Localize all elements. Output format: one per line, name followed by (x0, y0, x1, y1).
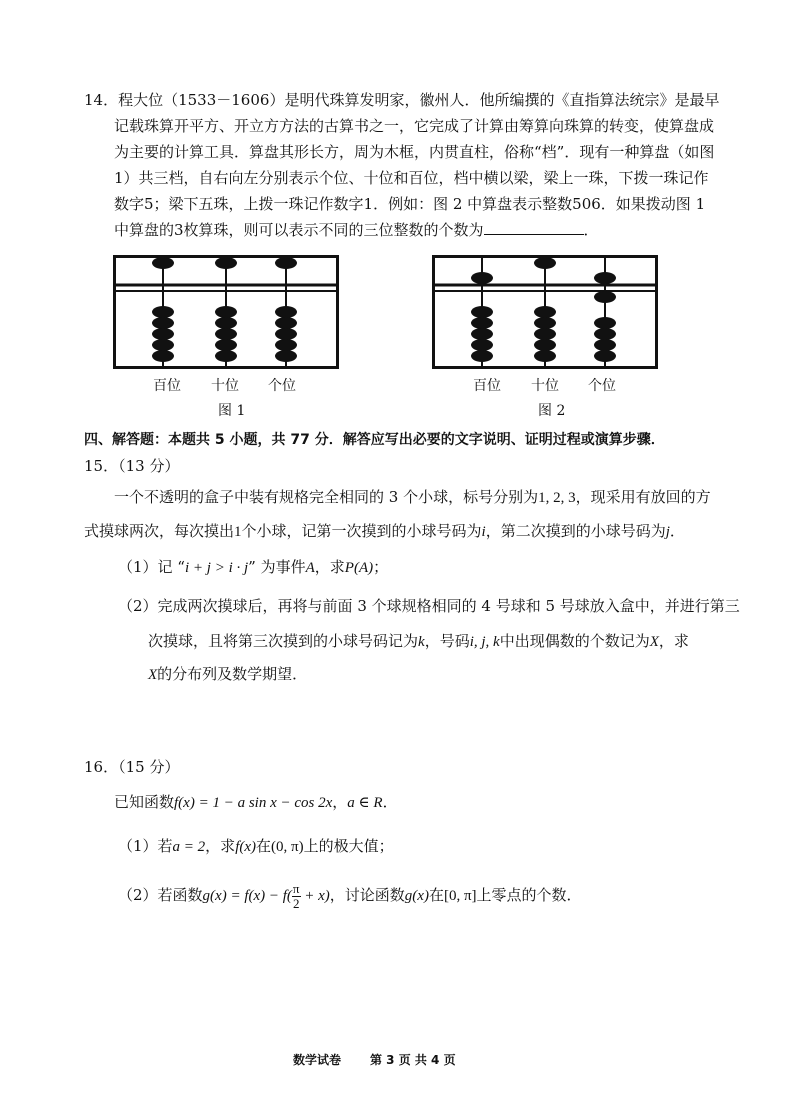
fraction-pi-over-2: $\frac{\pi}{2}$ (292, 880, 300, 911)
q16-part-1: （1）若a = 2，求f(x)在(0, π)上的极大值； (118, 837, 394, 855)
lower-bead-hundreds (471, 306, 493, 318)
lower-bead-ones (275, 350, 297, 362)
lower-bead-ones (275, 328, 297, 340)
lower-bead-hundreds (152, 350, 174, 362)
q16-part-2: （2）若函数g(x) = f(x) − f( $\frac{\pi}{2}$ + x)，讨论函数g(x)在[0, π]上零点的个数． (118, 880, 582, 911)
lower-bead-tens (534, 350, 556, 362)
fig2-label-tens: 十位 (531, 378, 559, 394)
q14-line-6: 中算盘的3枚算珠，则可以表示不同的三位整数的个数为 ． (114, 221, 599, 239)
q14-line-1: 14．程大位（1533－1606）是明代珠算发明家，徽州人．他所编撰的《直指算法统宗》是最早 (84, 91, 720, 109)
section-4-heading: 四、解答题：本题共 5 小题，共 77 分．解答应写出必要的文字说明、证明过程或演算步骤． (84, 432, 665, 448)
q15-part-2-line-3: X的分布列及数学期望． (148, 665, 308, 683)
lower-bead-hundreds (152, 339, 174, 351)
lower-bead-tens (215, 306, 237, 318)
lower-bead-ones (594, 291, 616, 303)
lower-bead-hundreds (152, 317, 174, 329)
footer-subject: 数学试卷 (293, 1053, 342, 1067)
q15-intro-line-1: 一个不透明的盒子中装有规格完全相同的 3 个小球，标号分别为1, 2, 3，现采用有放回的方 (114, 488, 711, 506)
answer-blank[interactable] (484, 220, 584, 235)
lower-bead-hundreds (152, 306, 174, 318)
upper-bead-ones (594, 272, 616, 284)
upper-bead-tens (534, 257, 556, 269)
fig2-caption: 图 2 (538, 403, 566, 419)
lower-bead-tens (534, 328, 556, 340)
lower-bead-tens (215, 317, 237, 329)
lower-bead-hundreds (471, 317, 493, 329)
lower-bead-hundreds (471, 328, 493, 340)
q14-line-2: 记载珠算开平方、开立方方法的古算书之一，它完成了计算由筹算向珠算的转变，使算盘成 (114, 117, 715, 135)
abacus-figure-2 (431, 254, 661, 372)
upper-bead-hundreds (471, 272, 493, 284)
footer-page: 第 3 页 共 4 页 (370, 1053, 456, 1067)
lower-bead-hundreds (471, 339, 493, 351)
fig1-label-ones: 个位 (268, 378, 296, 394)
lower-bead-tens (534, 339, 556, 351)
lower-bead-hundreds (152, 328, 174, 340)
lower-bead-ones (594, 317, 616, 329)
fig1-label-tens: 十位 (211, 378, 239, 394)
lower-bead-ones (275, 339, 297, 351)
lower-bead-ones (275, 306, 297, 318)
lower-bead-ones (275, 317, 297, 329)
q15-part-1: （1）记 “i + j > i · j” 为事件A，求P(A)； (118, 558, 389, 576)
lower-bead-hundreds (471, 350, 493, 362)
q14-number: 14． (84, 91, 119, 109)
q15-intro-line-2: 式摸球两次，每次摸出1个小球，记第一次摸到的小球号码为i，第二次摸到的小球号码为j． (84, 522, 685, 540)
lower-bead-tens (215, 350, 237, 362)
upper-bead-tens (215, 257, 237, 269)
lower-bead-tens (215, 328, 237, 340)
q16-intro: 已知函数f(x) = 1 − a sin x − cos 2x，a ∈ R． (114, 793, 398, 811)
lower-bead-ones (594, 339, 616, 351)
q15-header: 15．（13 分） (84, 457, 180, 475)
q14-line-5: 数字5；梁下五珠，上拨一珠记作数字1．例如：图 2 中算盘表示整数506．如果拨动图 1 (114, 195, 706, 213)
q15-part-2-line-1: （2）完成两次摸球后，再将与前面 3 个球规格相同的 4 号球和 5 号球放入盒中，并进行第三 (118, 597, 740, 615)
lower-bead-ones (594, 350, 616, 362)
upper-bead-ones (275, 257, 297, 269)
fig2-label-ones: 个位 (588, 378, 616, 394)
q14-line-3: 为主要的计算工具．算盘其形长方，周为木框，内贯直柱，俗称“档”．现有一种算盘（如图 (114, 143, 715, 161)
lower-bead-tens (534, 317, 556, 329)
q14-line-4: 1）共三档，自右向左分别表示个位、十位和百位，档中横以梁，梁上一珠，下拨一珠记作 (114, 169, 709, 187)
upper-bead-hundreds (152, 257, 174, 269)
fig2-label-hundreds: 百位 (473, 378, 501, 394)
abacus-figure-1 (112, 254, 342, 372)
fig1-label-hundreds: 百位 (153, 378, 181, 394)
lower-bead-tens (215, 339, 237, 351)
q16-header: 16．（15 分） (84, 758, 180, 776)
lower-bead-ones (594, 328, 616, 340)
fig1-caption: 图 1 (218, 403, 246, 419)
lower-bead-tens (534, 306, 556, 318)
q15-part-2-line-2: 次摸球，且将第三次摸到的小球号码记为k，号码i, j, k中出现偶数的个数记为X，求 (148, 632, 689, 650)
